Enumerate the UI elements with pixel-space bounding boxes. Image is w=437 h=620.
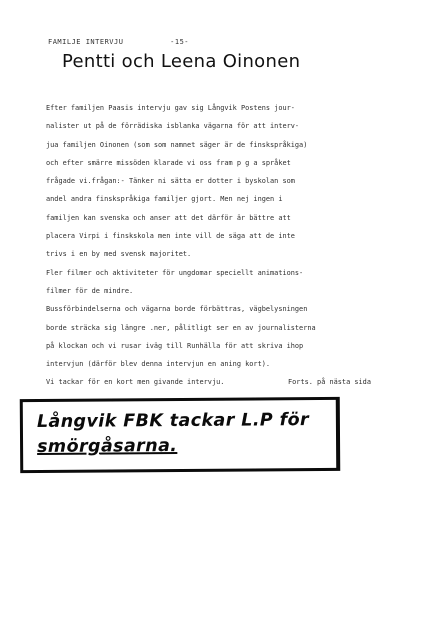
body-line: Fler filmer och aktiviteter för ungdomar speciellt animations- bbox=[46, 268, 304, 277]
body-line: borde sträcka sig längre .ner, pålitligt ser en av journalisterna bbox=[46, 323, 316, 332]
body-line: på klockan och vi rusar iväg till Runhälla för att skriva ihop bbox=[46, 341, 304, 350]
thanks-line-2: smörgåsarna. bbox=[37, 436, 178, 457]
body-line: placera Virpi i finskskola men inte vill de säga att de inte bbox=[46, 232, 295, 241]
body-line: och efter smärre missöden klarade vi oss fram p g a språket bbox=[46, 158, 291, 167]
body-line: Vi tackar för en kort men givande intervju. bbox=[46, 378, 225, 387]
page-header bbox=[48, 38, 189, 46]
body-line: intervjun (därför blev denna intervjun en aning kort). bbox=[46, 360, 271, 369]
body-line: Bussförbindelserna och vägarna borde förbättras, vägbelysningen bbox=[46, 305, 308, 314]
thanks-box bbox=[20, 397, 341, 473]
article-body bbox=[46, 99, 386, 392]
article-title: Pentti och Leena Oinonen bbox=[62, 51, 301, 72]
body-line: filmer för de mindre. bbox=[46, 286, 134, 295]
body-line: familjen kan svenska och anser att det därför är bättre att bbox=[46, 213, 291, 222]
section-label: FAMILJE INTERVJU bbox=[48, 38, 124, 46]
body-line: Efter familjen Paasis intervju gav sig Långvik Postens jour- bbox=[46, 104, 295, 112]
thanks-text bbox=[37, 408, 309, 460]
body-line: nalister ut på de förrädiska isblanka vägarna för att interv- bbox=[46, 122, 300, 131]
body-line: jua familjen Oinonen (som som namnet säger är de finskspråkiga) bbox=[46, 140, 308, 149]
body-line: trivs i en by med svensk majoritet. bbox=[46, 250, 192, 259]
page-number: -15- bbox=[170, 38, 190, 46]
continued-note: Forts. på nästa sida bbox=[288, 378, 371, 386]
thanks-line-1: Långvik FBK tackar L.P för bbox=[36, 410, 310, 432]
body-line: andel andra finskspråkiga familjer gjort. Men nej ingen i bbox=[46, 195, 283, 204]
body-line: frågade vi.frågan:- Tänker ni sätta er dotter i byskolan som bbox=[46, 177, 295, 186]
